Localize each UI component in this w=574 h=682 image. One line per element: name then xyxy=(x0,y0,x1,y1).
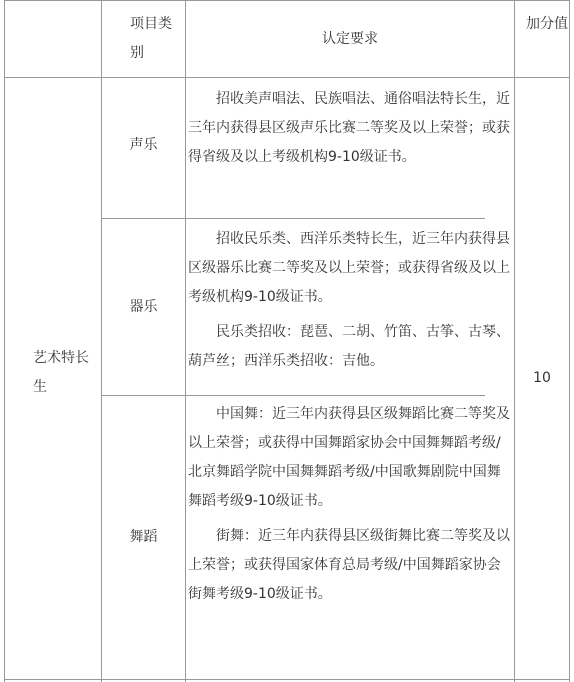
table-border-bottom xyxy=(4,679,570,680)
requirement-text xyxy=(188,400,512,609)
requirement-paragraph: 民乐类招收：琵琶、二胡、竹笛、古筝、古琴、葫芦丝；西洋乐类招收：吉他。 xyxy=(188,324,510,369)
column-divider xyxy=(514,0,515,682)
item-label: 声乐 xyxy=(129,137,158,153)
item-label: 舞蹈 xyxy=(129,529,158,545)
table-border-right xyxy=(569,0,570,682)
requirement-paragraph: 街舞：近三年内获得县区级街舞比赛二等奖及以上荣誉；或获得国家体育总局考级/中国舞蹈家协会街舞考级9-10级证书。 xyxy=(188,528,510,602)
column-divider xyxy=(101,0,102,682)
requirement-paragraph: 招收民乐类、西洋乐类特长生，近三年内获得县区级器乐比赛二等奖及以上荣誉；或获得省级及以上考级机构9-10级证书。 xyxy=(188,231,510,305)
category-label: 艺术特长生 xyxy=(33,350,89,395)
column-divider xyxy=(185,0,186,682)
points-value: 10 xyxy=(533,370,551,386)
table-border-top xyxy=(4,0,570,1)
header-requirements: 认定要求 xyxy=(322,31,378,47)
table-border-left xyxy=(4,0,5,682)
row-divider xyxy=(101,395,485,396)
row-divider xyxy=(101,218,485,219)
requirement-paragraph: 招收美声唱法、民族唱法、通俗唱法特长生，近三年内获得县区级声乐比赛二等奖及以上荣誉；或获得省级及以上考级机构9-10级证书。 xyxy=(188,91,510,165)
header-category: 项目类别 xyxy=(130,16,172,61)
requirement-paragraph: 中国舞：近三年内获得县区级舞蹈比赛二等奖及以上荣誉；或获得中国舞蹈家协会中国舞舞蹈考级/北京舞蹈学院中国舞舞蹈考级/中国歌舞剧院中国舞舞蹈考级9-10级证书。 xyxy=(188,406,510,509)
item-label: 器乐 xyxy=(129,299,158,315)
header-divider xyxy=(4,77,570,78)
requirement-text xyxy=(188,85,512,172)
header-points: 加分值 xyxy=(526,16,568,32)
requirement-text xyxy=(188,225,512,376)
